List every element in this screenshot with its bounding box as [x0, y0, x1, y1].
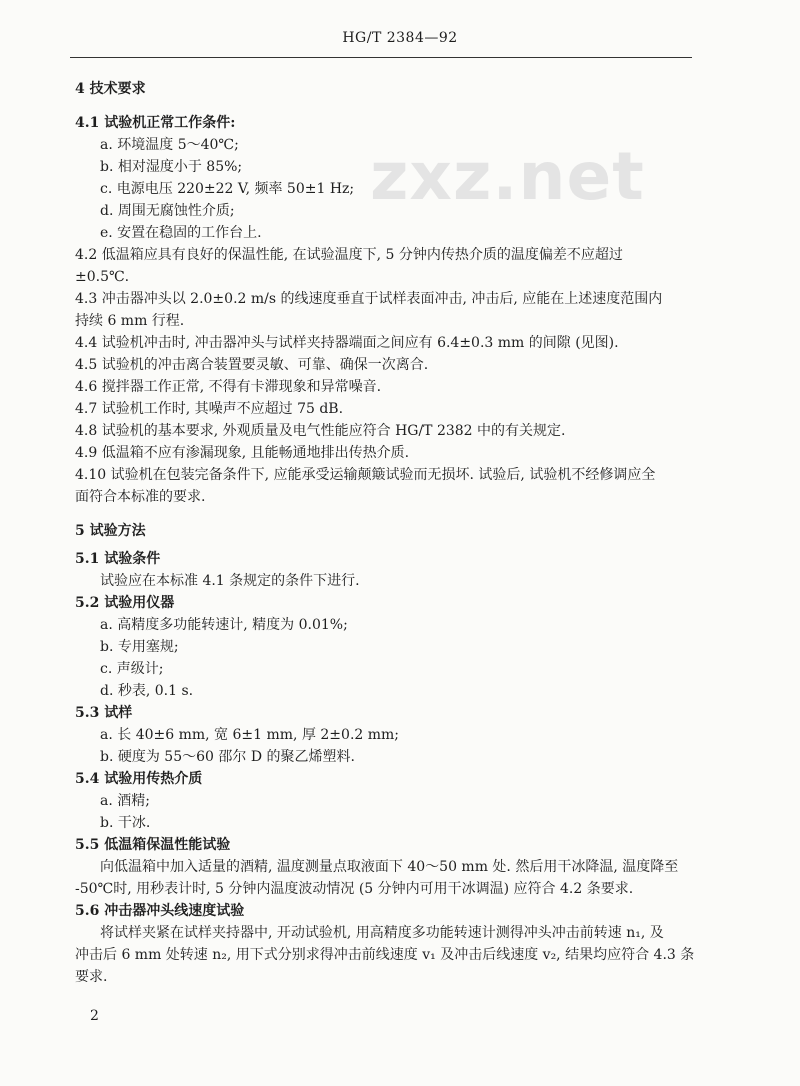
clause-4-4: 4.4 试验机冲击时, 冲击器冲头与试样夹持器端面之间应有 6.4±0.3 mm 的间隙 (见图).	[75, 335, 619, 351]
clause-5-1-body: 试验应在本标准 4.1 条规定的条件下进行.	[100, 573, 360, 589]
list-item: a. 酒精;	[100, 793, 150, 809]
clause-5-6: 5.6 冲击器冲头线速度试验	[75, 903, 245, 919]
clause-4-3: 4.3 冲击器冲头以 2.0±0.2 m/s 的线速度垂直于试样表面冲击, 冲击后, 应能在上述速度范围内	[75, 291, 663, 307]
page-header: HG/T 2384—92	[342, 30, 458, 46]
list-item: b. 相对湿度小于 85%;	[100, 159, 243, 175]
clause-5-1: 5.1 试验条件	[75, 551, 161, 567]
list-item: b. 硬度为 55～60 邵尔 D 的聚乙烯塑料.	[100, 749, 355, 765]
clause-4-10-cont: 面符合本标准的要求.	[75, 489, 206, 505]
clause-5-5-body-cont: -50℃时, 用秒表计时, 5 分钟内温度波动情况 (5 分钟内可用干冰调温) 应符合 4.2 条要求.	[75, 881, 634, 897]
clause-5-5-body: 向低温箱中加入适量的酒精, 温度测量点取液面下 40～50 mm 处. 然后用干冰降温, 温度降至	[100, 859, 679, 875]
clause-4-7: 4.7 试验机工作时, 其噪声不应超过 75 dB.	[75, 401, 344, 417]
list-item: c. 声级计;	[100, 661, 164, 677]
clause-5-2: 5.2 试验用仪器	[75, 595, 175, 611]
header-rule	[70, 57, 692, 58]
list-item: b. 专用塞规;	[100, 639, 179, 655]
page-number: 2	[90, 1008, 99, 1024]
list-item: a. 长 40±6 mm, 宽 6±1 mm, 厚 2±0.2 mm;	[100, 727, 400, 743]
section-5-heading: 5 试验方法	[75, 523, 146, 539]
clause-4-9: 4.9 低温箱不应有渗漏现象, 且能畅通地排出传热介质.	[75, 445, 410, 461]
list-item: a. 环境温度 5～40℃;	[100, 137, 239, 153]
section-4-heading: 4 技术要求	[75, 81, 146, 97]
clause-4-8: 4.8 试验机的基本要求, 外观质量及电气性能应符合 HG/T 2382 中的有关规定.	[75, 423, 566, 439]
clause-4-5: 4.5 试验机的冲击离合装置要灵敏、可靠、确保一次离合.	[75, 357, 429, 373]
clause-4-2: 4.2 低温箱应具有良好的保温性能, 在试验温度下, 5 分钟内传热介质的温度偏差不应超过	[75, 247, 623, 263]
clause-5-6-body: 将试样夹紧在试样夹持器中, 开动试验机, 用高精度多功能转速计测得冲头冲击前转速 n₁, 及	[100, 925, 664, 941]
clause-5-5: 5.5 低温箱保温性能试验	[75, 837, 231, 853]
clause-4-10: 4.10 试验机在包装完备条件下, 应能承受运输颠簸试验而无损坏. 试验后, 试验机不经修调应全	[75, 467, 656, 483]
clause-5-3: 5.3 试样	[75, 705, 133, 721]
watermark: zxz.net	[370, 138, 645, 215]
list-item: e. 安置在稳固的工作台上.	[100, 225, 262, 241]
list-item: c. 电源电压 220±22 V, 频率 50±1 Hz;	[100, 181, 355, 197]
list-item: b. 干冰.	[100, 815, 151, 831]
clause-4-3-cont: 持续 6 mm 行程.	[75, 313, 185, 329]
clause-4-1: 4.1 试验机正常工作条件:	[75, 115, 236, 131]
clause-4-2-cont: ±0.5℃.	[75, 269, 130, 285]
list-item: a. 高精度多功能转速计, 精度为 0.01%;	[100, 617, 348, 633]
clause-4-6: 4.6 搅拌器工作正常, 不得有卡滞现象和异常噪音.	[75, 379, 382, 395]
list-item: d. 秒表, 0.1 s.	[100, 683, 194, 699]
clause-5-4: 5.4 试验用传热介质	[75, 771, 203, 787]
clause-5-6-body-end: 要求.	[75, 969, 108, 985]
clause-5-6-body-cont: 冲击后 6 mm 处转速 n₂, 用下式分别求得冲击前线速度 v₁ 及冲击后线速度 v₂, 结果均应符合 4.3 条	[75, 947, 695, 963]
list-item: d. 周围无腐蚀性介质;	[100, 203, 235, 219]
